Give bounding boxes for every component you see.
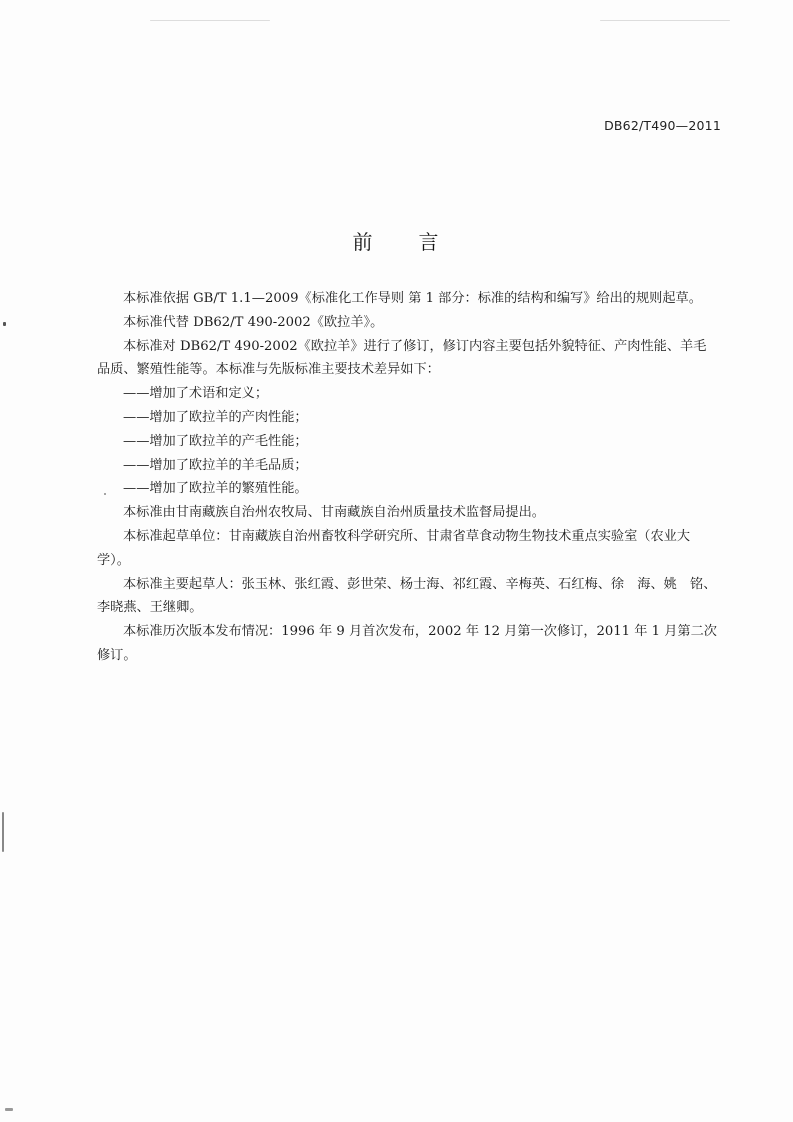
scan-speck <box>3 322 6 326</box>
change-item: ——增加了欧拉羊的羊毛品质； <box>123 457 308 473</box>
scan-speck <box>2 812 4 852</box>
change-item: ——增加了欧拉羊的产毛性能； <box>123 433 308 449</box>
change-item: ——增加了术语和定义； <box>123 386 269 402</box>
change-item: ——增加了欧拉羊的产肉性能； <box>123 409 308 425</box>
scan-speck <box>150 20 270 21</box>
paragraph-version-history: 本标准历次版本发布情况：1996 年 9 月首次发布，2002 年 12 月第一次修订，2011 年 1 月第二次修订。 <box>97 624 717 663</box>
title-char-1: 前 <box>352 230 375 254</box>
paragraph-proposer: 本标准由甘南藏族自治州农牧局、甘南藏族自治州质量技术监督局提出。 <box>123 505 545 521</box>
scan-speck <box>5 1108 13 1111</box>
document-code: DB62/T490—2011 <box>604 118 721 133</box>
scan-speck <box>600 20 730 21</box>
paragraph-drafting-units: 本标准起草单位：甘南藏族自治州畜牧科学研究所、甘肃省草食动物生物技术重点实验室（农业大学）。 <box>97 528 691 568</box>
paragraph-revision: 本标准对 DB62/T 490-2002《欧拉羊》进行了修订，修订内容主要包括外貌特征、产肉性能、羊毛品质、繁殖性能等。本标准与先版标准主要技术差异如下： <box>97 338 707 378</box>
paragraph-drafters: 本标准主要起草人：张玉林、张红霞、彭世荣、杨士海、祁红霞、辛梅英、石红梅、徐 海、姚 铭、李晓燕、王继卿。 <box>97 576 717 616</box>
scan-speck <box>104 493 106 495</box>
change-item: ——增加了欧拉羊的繁殖性能。 <box>123 481 308 497</box>
paragraph-drafting-basis: 本标准依据 GB/T 1.1—2009《标准化工作导则 第 1 部分：标准的结构和编写》给出的规则起草。 <box>123 291 702 306</box>
paragraph-replaces: 本标准代替 DB62/T 490-2002《欧拉羊》。 <box>123 314 384 330</box>
foreword-body <box>97 287 719 668</box>
title-char-2: 言 <box>418 230 441 254</box>
page-title <box>0 226 793 255</box>
